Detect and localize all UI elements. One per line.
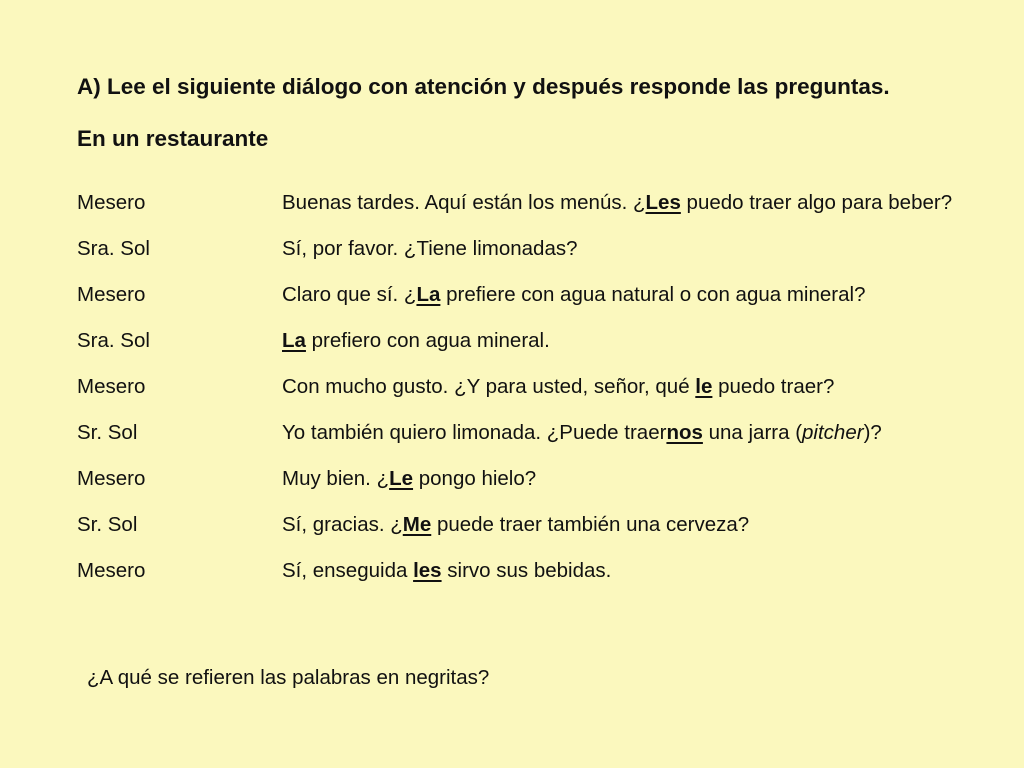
- dialogue-line: [282, 318, 972, 364]
- speaker-name: Sra. Sol: [77, 237, 150, 260]
- dialogue-turn: [77, 456, 977, 502]
- dialogue-line: [282, 456, 972, 502]
- question-prompt: ¿A qué se refieren las palabras en negritas?: [87, 666, 490, 689]
- dialogue-turn: [77, 548, 977, 594]
- dialogue-text: Sí, gracias. ¿: [282, 513, 403, 536]
- dialogue-turn: [77, 272, 977, 318]
- dialogue-line: [282, 226, 972, 272]
- dialogue-text: puedo traer algo para beber?: [680, 191, 953, 214]
- speaker-name: Sr. Sol: [77, 513, 138, 536]
- italic-word: pitcher: [802, 421, 864, 444]
- dialogue-text: prefiere con agua natural o con agua mineral?: [440, 283, 866, 306]
- dialogue-text: Buenas tardes. Aquí están los menús. ¿: [282, 191, 646, 214]
- instruction-heading: A) Lee el siguiente diálogo con atención y después responde las preguntas.: [77, 74, 890, 99]
- dialogue-turn: [77, 502, 977, 548]
- dialogue-line: [282, 180, 972, 226]
- dialogue-text: una jarra (: [702, 421, 803, 444]
- dialogue-turn: [77, 226, 977, 272]
- speaker-name: Mesero: [77, 559, 146, 582]
- bold-pronoun: le: [695, 375, 713, 398]
- dialogue-turn: [77, 180, 977, 226]
- speaker-name: Mesero: [77, 191, 146, 214]
- dialogue-turn: [77, 364, 977, 410]
- dialogue-line: [282, 272, 972, 318]
- bold-pronoun: nos: [666, 421, 703, 444]
- dialogue-line: [282, 502, 972, 548]
- bold-pronoun: Me: [402, 513, 432, 536]
- dialogue-turn: [77, 410, 977, 456]
- dialogue-line: [282, 548, 972, 594]
- dialogue-text: puede traer también una cerveza?: [431, 513, 750, 536]
- bold-pronoun: Les: [645, 191, 681, 214]
- dialogue-line: [282, 410, 972, 456]
- bold-pronoun: La: [282, 329, 306, 352]
- dialogue: [77, 180, 977, 594]
- bold-pronoun: les: [413, 559, 442, 582]
- dialogue-text: Sí, enseguida: [282, 559, 414, 582]
- speaker-name: Mesero: [77, 283, 146, 306]
- dialogue-text: Con mucho gusto. ¿Y para usted, señor, qué: [282, 375, 696, 398]
- dialogue-text: prefiero con agua mineral.: [305, 329, 550, 352]
- dialogue-text: Sí, por favor. ¿Tiene limonadas?: [282, 237, 578, 260]
- dialogue-line: [282, 364, 972, 410]
- dialogue-text: )?: [863, 421, 882, 444]
- bold-pronoun: La: [416, 283, 441, 306]
- dialogue-text: Muy bien. ¿: [282, 467, 390, 490]
- dialogue-text: Yo también quiero limonada. ¿Puede traer: [282, 421, 667, 444]
- dialogue-text: puedo traer?: [712, 375, 835, 398]
- bold-pronoun: Le: [389, 467, 414, 490]
- dialogue-text: sirvo sus bebidas.: [441, 559, 612, 582]
- scene-title: En un restaurante: [77, 126, 269, 151]
- speaker-name: Sr. Sol: [77, 421, 138, 444]
- dialogue-turn: [77, 318, 977, 364]
- speaker-name: Mesero: [77, 375, 146, 398]
- speaker-name: Sra. Sol: [77, 329, 150, 352]
- dialogue-text: pongo hielo?: [413, 467, 537, 490]
- dialogue-text: Claro que sí. ¿: [282, 283, 417, 306]
- speaker-name: Mesero: [77, 467, 146, 490]
